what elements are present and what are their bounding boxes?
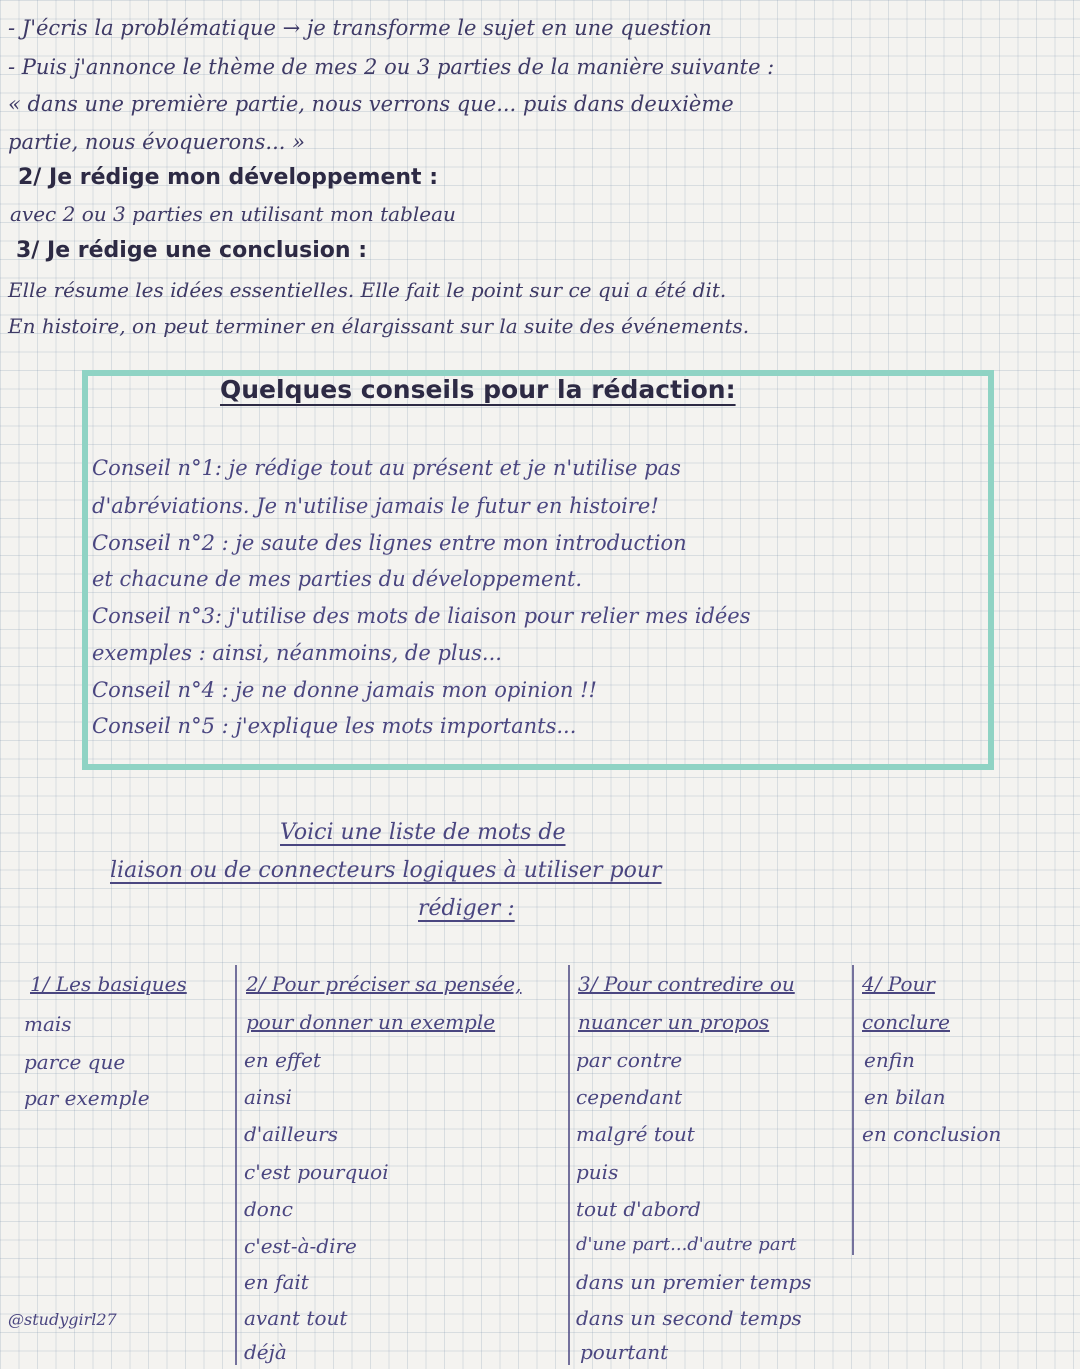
conseil-line-1: Conseil n°1: je rédige tout au présent et je n'utilise pas bbox=[92, 456, 681, 480]
intro-line-1: - J'écris la problématique → je transforme le sujet en une question bbox=[8, 16, 712, 40]
author-credit: @studygirl27 bbox=[8, 1310, 117, 1329]
conseil-line-5: Conseil n°3: j'utilise des mots de liaison pour relier mes idées bbox=[92, 604, 751, 628]
column-2-item: c'est-à-dire bbox=[244, 1234, 357, 1258]
column-3-item: malgré tout bbox=[576, 1122, 695, 1146]
liste-title-3: rédiger : bbox=[418, 896, 515, 921]
column-2-item: en effet bbox=[244, 1048, 321, 1072]
column-2-item: déjà bbox=[244, 1340, 287, 1364]
column-2-title: 2/ Pour préciser sa pensée, bbox=[246, 972, 522, 996]
section-3-line-2: En histoire, on peut terminer en élargissant sur la suite des événements. bbox=[8, 314, 750, 338]
section-3-heading: 3/ Je rédige une conclusion : bbox=[16, 238, 367, 263]
column-3-item: tout d'abord bbox=[576, 1197, 701, 1221]
liste-title-1: Voici une liste de mots de bbox=[280, 820, 566, 845]
column-2-title: pour donner un exemple bbox=[246, 1010, 496, 1034]
conseil-line-6: exemples : ainsi, néanmoins, de plus... bbox=[92, 641, 502, 665]
column-3-item: dans un premier temps bbox=[576, 1270, 812, 1294]
column-3-item: pourtant bbox=[580, 1340, 669, 1364]
column-3-item: puis bbox=[576, 1160, 619, 1184]
column-3-item: par contre bbox=[576, 1048, 683, 1072]
intro-line-3: « dans une première partie, nous verrons que... puis dans deuxième bbox=[8, 92, 734, 116]
column-3-title: nuancer un propos bbox=[578, 1010, 770, 1034]
column-4-item: en bilan bbox=[864, 1085, 946, 1109]
column-4-item: en conclusion bbox=[862, 1122, 1002, 1146]
column-3-item: d'une part...d'autre part bbox=[576, 1234, 797, 1255]
conseils-title: Quelques conseils pour la rédaction: bbox=[220, 375, 736, 404]
column-3-item: dans un second temps bbox=[576, 1306, 802, 1330]
column-2-item: donc bbox=[244, 1197, 293, 1221]
intro-line-2: - Puis j'annonce le thème de mes 2 ou 3 parties de la manière suivante : bbox=[8, 55, 775, 79]
column-2-item: d'ailleurs bbox=[244, 1122, 338, 1146]
column-divider bbox=[852, 965, 854, 1255]
column-divider bbox=[235, 965, 237, 1365]
section-2-heading: 2/ Je rédige mon développement : bbox=[18, 165, 438, 190]
column-4-title: 4/ Pour bbox=[862, 972, 935, 996]
conseil-line-2: d'abréviations. Je n'utilise jamais le futur en histoire! bbox=[92, 494, 659, 518]
conseil-line-3: Conseil n°2 : je saute des lignes entre mon introduction bbox=[92, 531, 687, 555]
column-2-item: c'est pourquoi bbox=[244, 1160, 389, 1184]
column-3-title: 3/ Pour contredire ou bbox=[578, 972, 795, 996]
column-1-title: 1/ Les basiques bbox=[30, 972, 187, 996]
column-1-item: par exemple bbox=[24, 1086, 150, 1110]
column-4-item: enfin bbox=[864, 1048, 915, 1072]
column-1-item: parce que bbox=[24, 1050, 126, 1074]
section-2-text: avec 2 ou 3 parties en utilisant mon tableau bbox=[10, 202, 456, 226]
section-3-line-1: Elle résume les idées essentielles. Elle fait le point sur ce qui a été dit. bbox=[8, 278, 727, 302]
conseil-line-4: et chacune de mes parties du développement. bbox=[92, 567, 583, 591]
column-2-item: ainsi bbox=[244, 1085, 292, 1109]
column-divider bbox=[568, 965, 570, 1365]
column-3-item: cependant bbox=[576, 1085, 683, 1109]
column-2-item: avant tout bbox=[244, 1306, 348, 1330]
conseil-line-7: Conseil n°4 : je ne donne jamais mon opinion !! bbox=[92, 678, 597, 702]
column-1-item: mais bbox=[24, 1012, 72, 1036]
conseil-line-8: Conseil n°5 : j'explique les mots importants... bbox=[92, 714, 577, 738]
intro-line-4: partie, nous évoquerons... » bbox=[8, 130, 305, 154]
liste-title-2: liaison ou de connecteurs logiques à utiliser pour bbox=[110, 858, 662, 883]
column-2-item: en fait bbox=[244, 1270, 309, 1294]
column-4-title: conclure bbox=[862, 1010, 950, 1034]
